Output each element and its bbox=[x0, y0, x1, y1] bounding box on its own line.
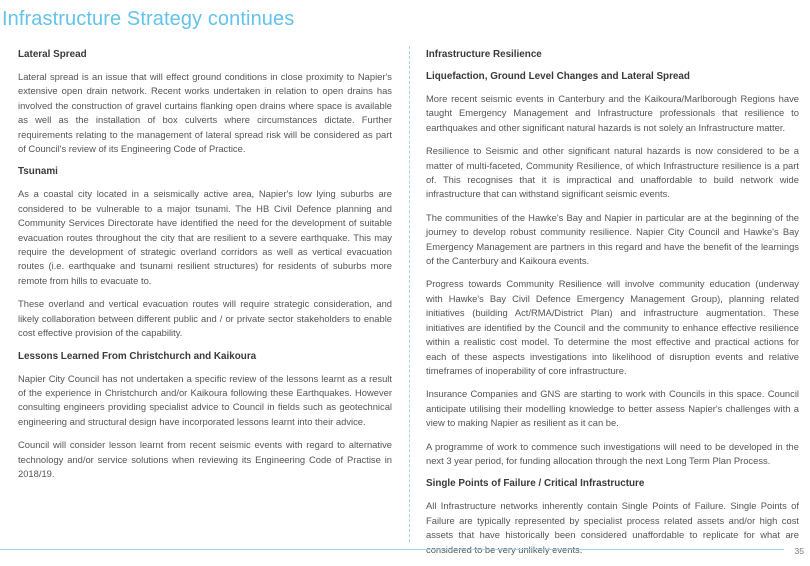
lessons-paragraph-2: Council will consider lesson learnt from recent seismic events with regard to alternative technology and/or service solutions when reviewing its Engineering Code of Practise in 2018/19. bbox=[18, 439, 392, 479]
resilience-paragraph-6: A programme of work to commence such investigations will need to be developed in the next 3 year period, for funding allocation through the next Long Term Plan Process. bbox=[426, 440, 799, 466]
page-number: 35 bbox=[794, 546, 804, 556]
lateral-spread-heading: Lateral Spread bbox=[18, 49, 87, 60]
resilience-paragraph-3: The communities of the Hawke's Bay and Napier in particular are at the beginning of the journey to develop robust community resilience. Napier City Council and Hawke's Bay Emergency Management are partners in this regard and have the benefit of the learnings of the Canterbury and Kaikoura events. bbox=[426, 211, 799, 267]
column-divider bbox=[409, 46, 410, 542]
right-column bbox=[426, 48, 799, 566]
resilience-paragraph-4: Progress towards Community Resilience will involve community education (underway with Hawke's Bay Civil Defence Emergency Management Group), planning related initiatives (building Act/RMA/District Plan) and infrastructure augmentation. These initiatives are identified by the Council and the community to enhance effective resilience within a realistic cost model. To determine the most effective and practical actions for each of these aspects investigations into likelihood of disruption events and relative timeframes of inoperability of core infrastructure. bbox=[426, 278, 799, 376]
tsunami-paragraph-1: As a coastal city located in a seismically active area, Napier's low lying suburbs are considered to be vulnerable to a major tsunami. The HB Civil Defence planning and Community Services Directorate have identified the need for the development of suitable evacuation routes throughout the city that are resilient to a severe earthquake. This may require the development of strategic overland corridors as well as vertical evacuation routes (i.e. earthquake and tsunami resilient structures) for residents of suburbs more remote from hills to evacuate to. bbox=[18, 188, 392, 286]
footer-rule bbox=[0, 549, 784, 550]
liquefaction-subheading: Liquefaction, Ground Level Changes and Lateral Spread bbox=[426, 71, 690, 82]
left-column bbox=[18, 48, 392, 490]
lateral-spread-paragraph: Lateral spread is an issue that will effect ground conditions in close proximity to Napier's extensive open drain network. Recent works undertaken in relation to open drains has involved the construction of gravel curtains flanking open drains where space is available as well as the installation of box culverts where circumstances dictate. Further requirements relating to the management of lateral spread risk will be considered as part of Council's review of its Engineering Code of Practice. bbox=[18, 71, 392, 155]
tsunami-heading: Tsunami bbox=[18, 166, 58, 178]
spof-paragraph: All Infrastructure networks inherently contain Single Points of Failure. Single Points of Failure are typically represented by specialist process related assets and/or high cost assets that have historically been considered unaffordable to replicate for what are considered to be very unlikely events. bbox=[426, 500, 799, 555]
resilience-paragraph-2: Resilience to Seismic and other significant natural hazards is now considered to be a matter of multi-faceted, Community Resilience, of which Infrastructure resilience is a part of. This recognises that it is impractical and unaffordable to build network wide infrastructure that can withstand significant seismic events. bbox=[426, 145, 799, 200]
lessons-heading: Lessons Learned From Christchurch and Kaikoura bbox=[18, 350, 257, 362]
resilience-heading: Infrastructure Resilience bbox=[426, 49, 542, 60]
lessons-paragraph-1: Napier City Council has not undertaken a specific review of the lessons learnt as a result of the experience in Christchurch and/or Kaikoura following these Earthquakes. However consulting engineers providing specialist advice to Council in fields such as geotechnical engineering and structural design have incorporated lessons learnt into their advice. bbox=[18, 372, 392, 427]
spof-heading: Single Points of Failure / Critical Infrastructure bbox=[426, 478, 645, 490]
page-title: Infrastructure Strategy continues bbox=[2, 8, 295, 30]
resilience-paragraph-1: More recent seismic events in Canterbury and the Kaikoura/Marlborough Regions have taught Emergency Management and Infrastructure professionals that resilience to earthquakes and other significant natural hazards is not solely an Infrastructure matter. bbox=[426, 93, 799, 133]
resilience-paragraph-5: Insurance Companies and GNS are starting to work with Councils in this space. Council anticipate utilising their modelling knowledge to better assess Napier's challenges with a view to making Napier as resilient as it can be. bbox=[426, 388, 799, 429]
tsunami-paragraph-2: These overland and vertical evacuation routes will require strategic consideration, and likely collaboration between different public and / or private sector stakeholders to enable cost effective provision of the capability. bbox=[18, 298, 392, 339]
